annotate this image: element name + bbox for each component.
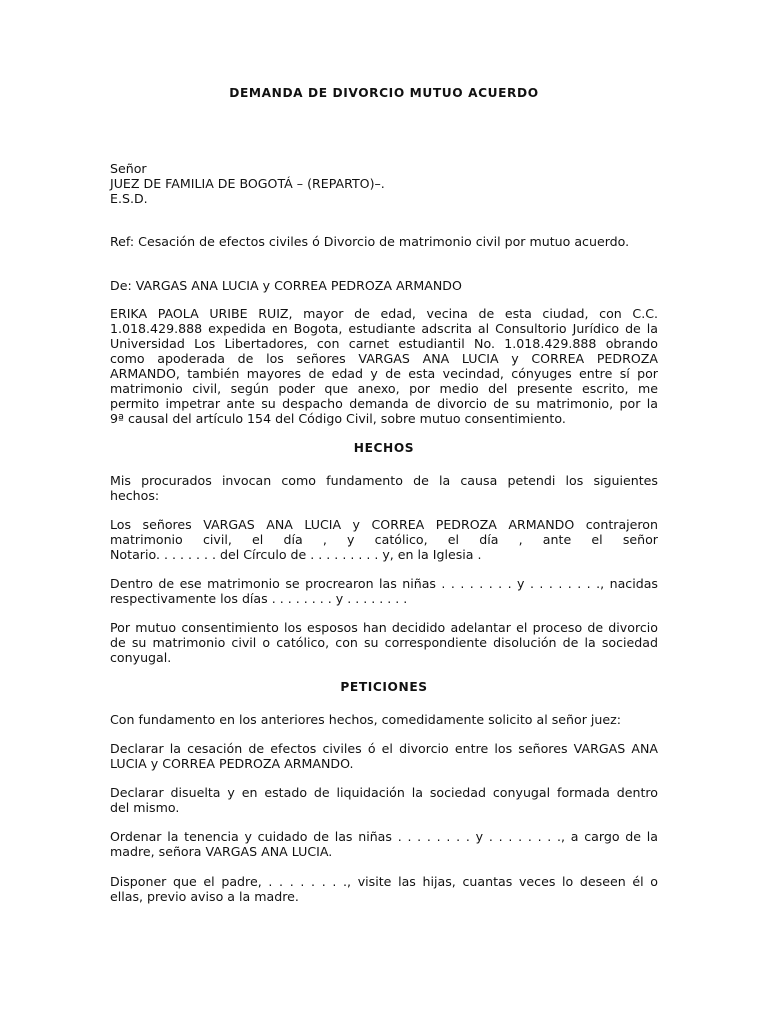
- hecho-3-line: de su matrimonio civil o católico, con su correspondiente disolución de la sociedad: [110, 635, 658, 650]
- peticion-4-line: ellas, previo aviso a la madre.: [110, 889, 299, 904]
- hechos-heading: HECHOS: [353, 441, 415, 455]
- intro-line: matrimonio civil, según poder que anexo, por medio del presente escrito, me: [110, 381, 658, 396]
- addressee-line-2: JUEZ DE FAMILIA DE BOGOTÁ – (REPARTO)–.: [110, 176, 385, 191]
- addressee-line-1: Señor: [110, 161, 147, 176]
- peticion-3-line: Ordenar la tenencia y cuidado de las niñas . . . . . . . . y . . . . . . . ., a cargo de la: [110, 829, 658, 844]
- hecho-1-line: Los señores VARGAS ANA LUCIA y CORREA PEDROZA ARMANDO contrajeron: [110, 517, 658, 532]
- intro-line: permito impetrar ante su despacho demanda de divorcio de su matrimonio, por la: [110, 396, 658, 411]
- intro-paragraph: [110, 306, 658, 426]
- hecho-1-line: matrimonio civil, el día , y católico, el día , ante el señor: [110, 532, 658, 547]
- addressee-line-3: E.S.D.: [110, 191, 148, 206]
- hechos-intro-line: Mis procurados invocan como fundamento de la causa petendi los siguientes: [110, 473, 658, 488]
- intro-line: ERIKA PAOLA URIBE RUIZ, mayor de edad, vecina de esta ciudad, con C.C.: [110, 306, 658, 321]
- peticion-1-line: Declarar la cesación de efectos civiles ó el divorcio entre los señores VARGAS ANA: [110, 741, 658, 756]
- intro-line: como apoderada de los señores VARGAS ANA LUCIA y CORREA PEDROZA: [110, 351, 658, 366]
- peticiones-heading: PETICIONES: [340, 680, 428, 694]
- parties-line: De: VARGAS ANA LUCIA y CORREA PEDROZA ARMANDO: [110, 278, 462, 293]
- peticion-1-paragraph: [110, 741, 658, 771]
- intro-line: 1.018.429.888 expedida en Bogota, estudiante adscrita al Consultorio Jurídico de la: [110, 321, 658, 336]
- intro-line: ARMANDO, también mayores de edad y de esta vecindad, cónyuges entre sí por: [110, 366, 658, 381]
- hecho-3-paragraph: [110, 620, 658, 665]
- hecho-1-line: Notario. . . . . . . . del Círculo de . . . . . . . . . y, en la Iglesia .: [110, 547, 482, 562]
- hechos-intro-line: hechos:: [110, 488, 160, 503]
- hecho-3-line: Por mutuo consentimiento los esposos han decidido adelantar el proceso de divorcio: [110, 620, 658, 635]
- hecho-2-line: Dentro de ese matrimonio se procrearon las niñas . . . . . . . . y . . . . . . . ., nacidas: [110, 576, 658, 591]
- hecho-2-paragraph: [110, 576, 658, 606]
- peticion-2-line: del mismo.: [110, 800, 180, 815]
- intro-line: Universidad Los Libertadores, con carnet estudiantil No. 1.018.429.888 obrando: [110, 336, 658, 351]
- peticion-3-paragraph: [110, 829, 658, 859]
- hechos-intro-paragraph: [110, 473, 658, 503]
- peticion-3-line: madre, señora VARGAS ANA LUCIA.: [110, 844, 333, 859]
- peticion-2-line: Declarar disuelta y en estado de liquidación la sociedad conyugal formada dentro: [110, 785, 658, 800]
- peticion-4-line: Disponer que el padre, . . . . . . . ., visite las hijas, cuantas veces lo deseen él o: [110, 874, 658, 889]
- peticion-4-paragraph: [110, 874, 658, 904]
- peticion-2-paragraph: [110, 785, 658, 815]
- hecho-2-line: respectivamente los días . . . . . . . . y . . . . . . . .: [110, 591, 408, 606]
- reference-line: Ref: Cesación de efectos civiles ó Divorcio de matrimonio civil por mutuo acuerdo.: [110, 234, 630, 249]
- document-title: DEMANDA DE DIVORCIO MUTUO ACUERDO: [229, 86, 539, 100]
- peticiones-intro: Con fundamento en los anteriores hechos, comedidamente solicito al señor juez:: [110, 712, 621, 727]
- hecho-3-line: conyugal.: [110, 650, 172, 665]
- hecho-1-paragraph: [110, 517, 658, 562]
- intro-line: 9ª causal del artículo 154 del Código Civil, sobre mutuo consentimiento.: [110, 411, 566, 426]
- peticion-1-line: LUCIA y CORREA PEDROZA ARMANDO.: [110, 756, 354, 771]
